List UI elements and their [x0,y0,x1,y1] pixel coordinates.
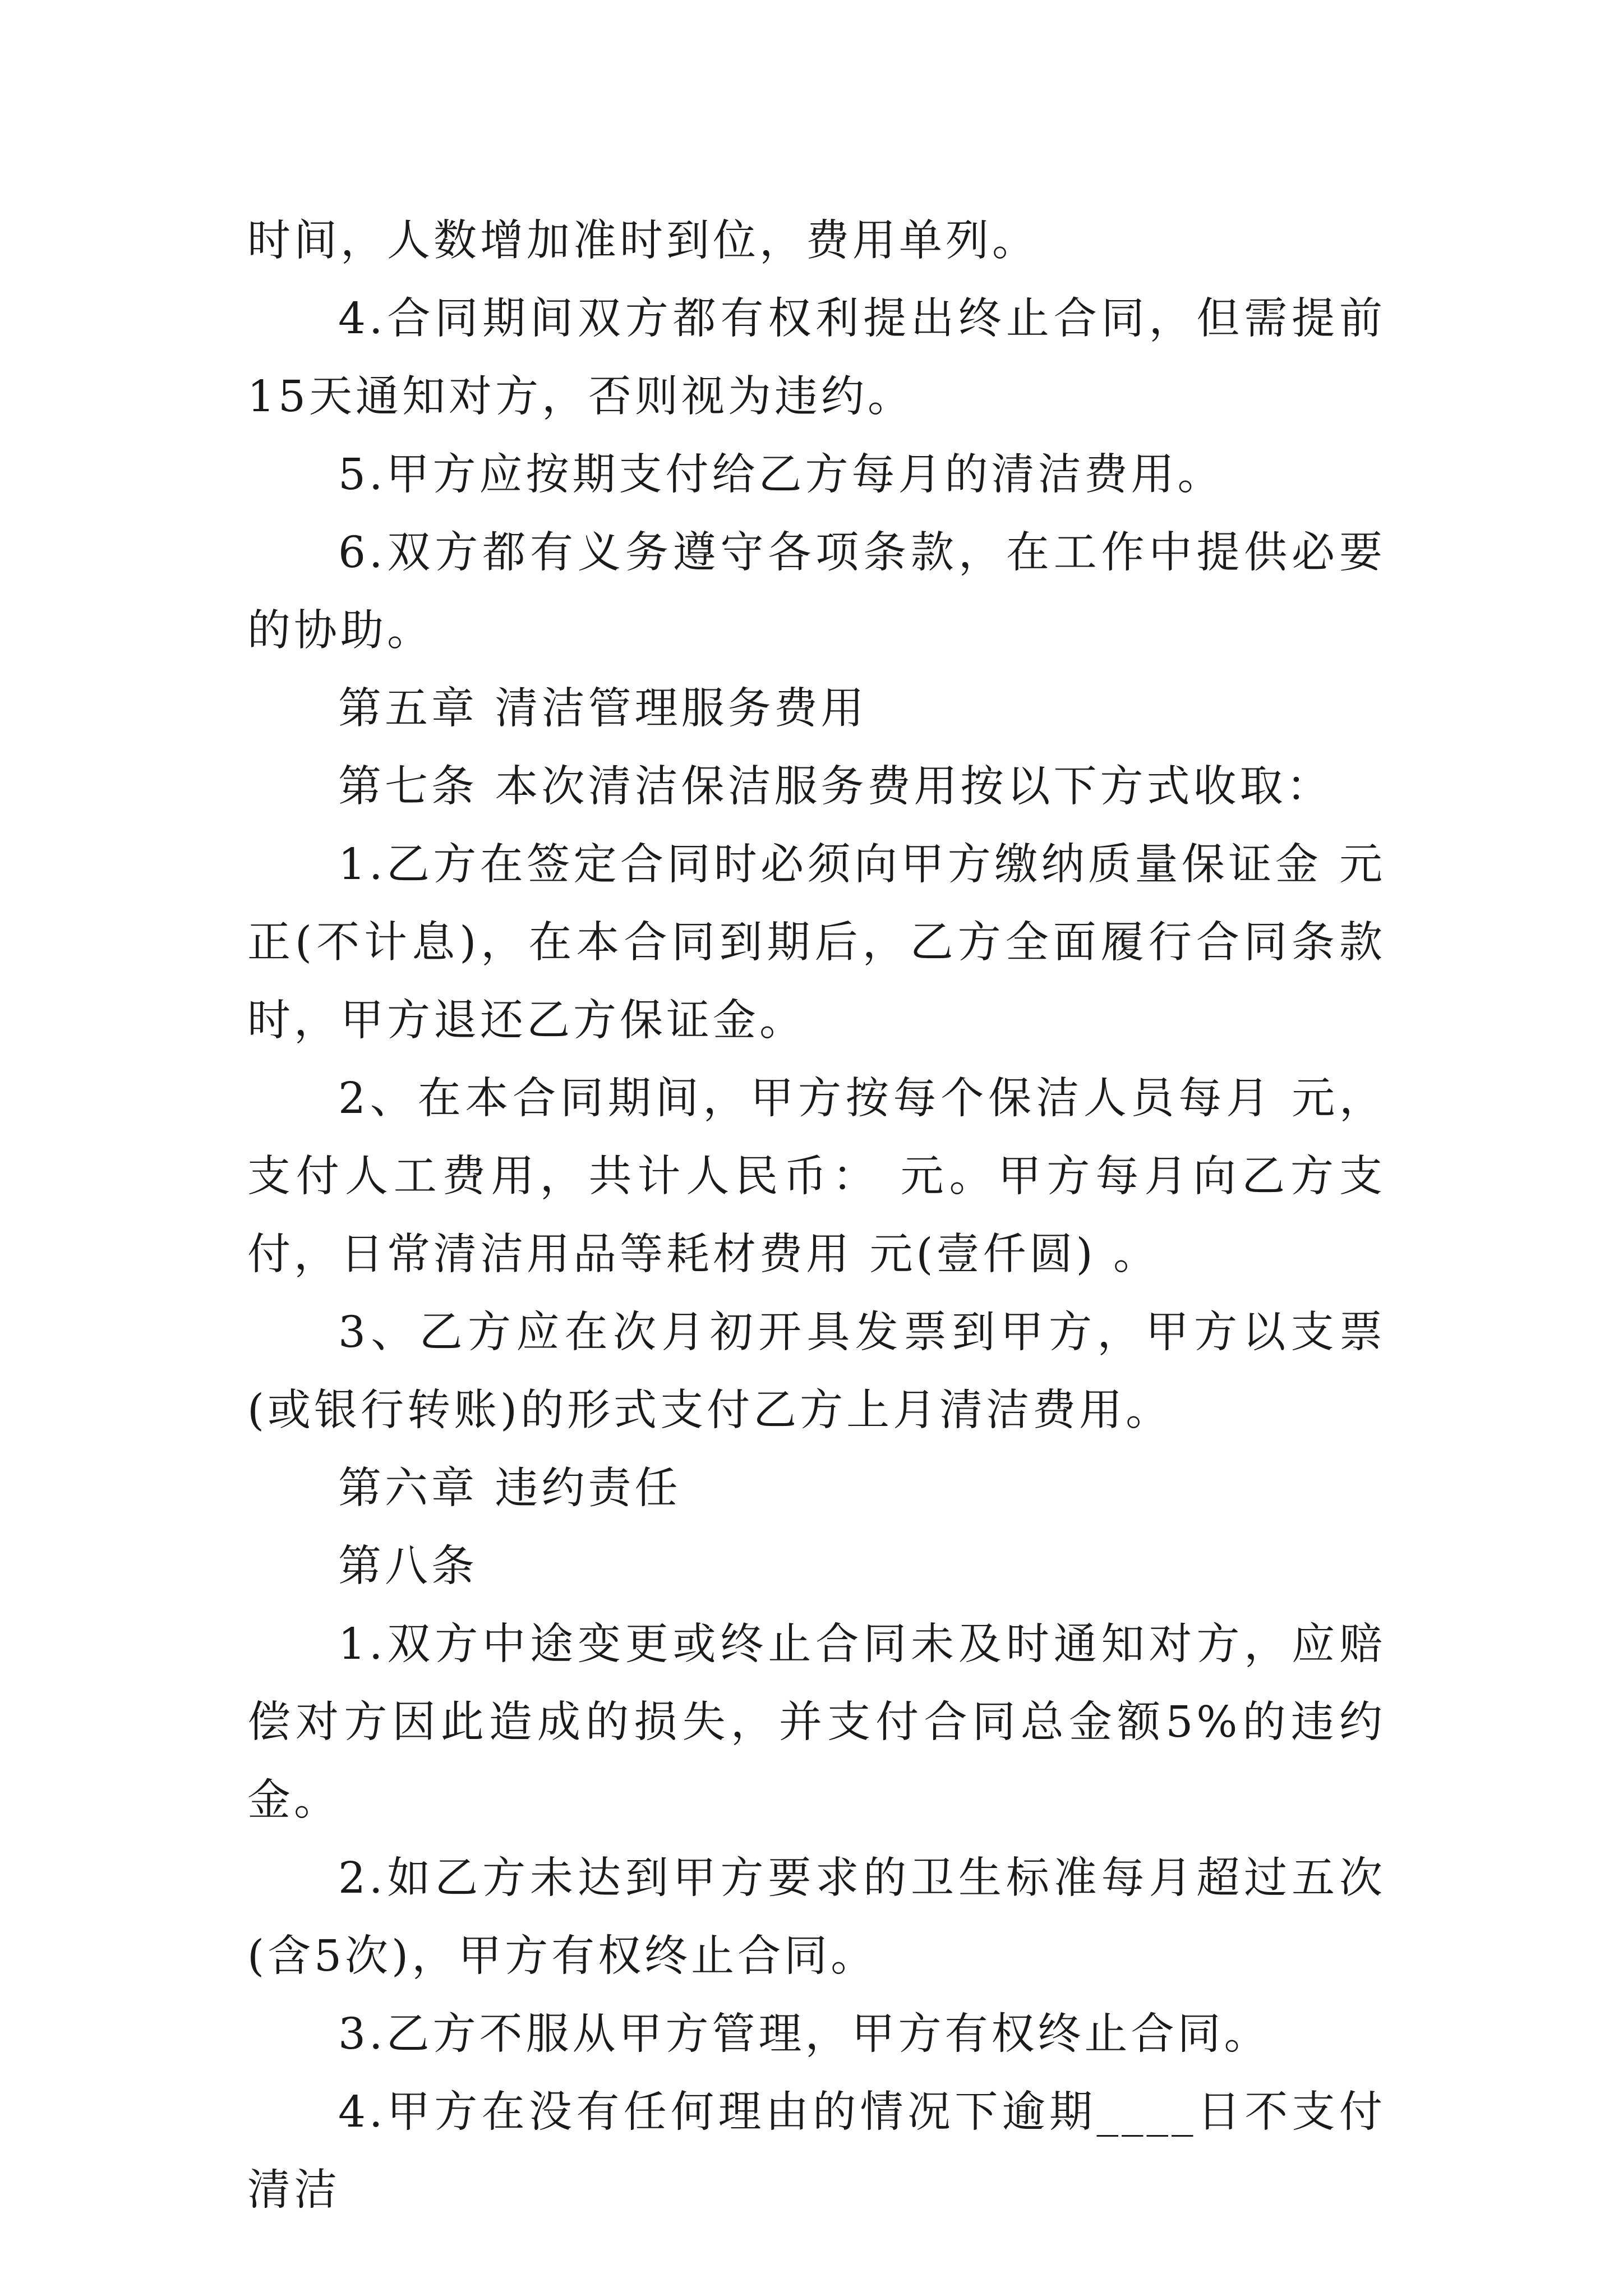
clause-5-payment: 5.甲方应按期支付给乙方每月的清洁费用。 [338,450,1224,500]
fee-item-1-deposit: 1.乙方在签定合同时必须向甲方缴纳质量保证金 元正(不计息)，在本合同到期后，乙方全面履行合同条款时，甲方退还乙方保证金。 [247,840,1386,1046]
article-7-heading: 第七条 本次清洁保洁服务费用按以下方式收取： [338,762,1333,812]
breach-item-2: 2.如乙方未达到甲方要求的卫生标准每月超过五次(含5次)，甲方有权终止合同。 [247,1853,1386,1981]
chapter-5-heading: 第五章 清洁管理服务费用 [338,684,868,734]
fee-item-3-invoice: 3、乙方应在次月初开具发票到甲方，甲方以支票(或银行转账)的形式支付乙方上月清洁费用。 [247,1308,1386,1435]
article-8-heading: 第八条 [338,1542,478,1591]
clause-4-termination-notice: 4.合同期间双方都有权利提出终止合同，但需提前15天通知对方，否则视为违约。 [247,294,1386,422]
paragraph-continuation: 时间，人数增加准时到位，费用单列。 [247,216,1039,266]
breach-item-1: 1.双方中途变更或终止合同未及时通知对方，应赔偿对方因此造成的损失，并支付合同总金额5%的违约金。 [247,1619,1386,1825]
breach-item-3: 3.乙方不服从甲方管理，甲方有权终止合同。 [338,2009,1271,2059]
document-body [247,202,1386,2229]
fee-item-2-labor: 2、在本合同期间，甲方按每个保洁人员每月 元，支付人工费用，共计人民币： 元。甲方每月向乙方支付，日常清洁用品等耗材费用 元(壹仟圆) 。 [247,1074,1386,1280]
clause-6-obligations: 6.双方都有义务遵守各项条款，在工作中提供必要的协助。 [247,528,1386,656]
chapter-6-heading: 第六章 违约责任 [338,1464,681,1513]
breach-item-4: 4.甲方在没有任何理由的情况下逾期____日不支付清洁 [247,2087,1386,2215]
